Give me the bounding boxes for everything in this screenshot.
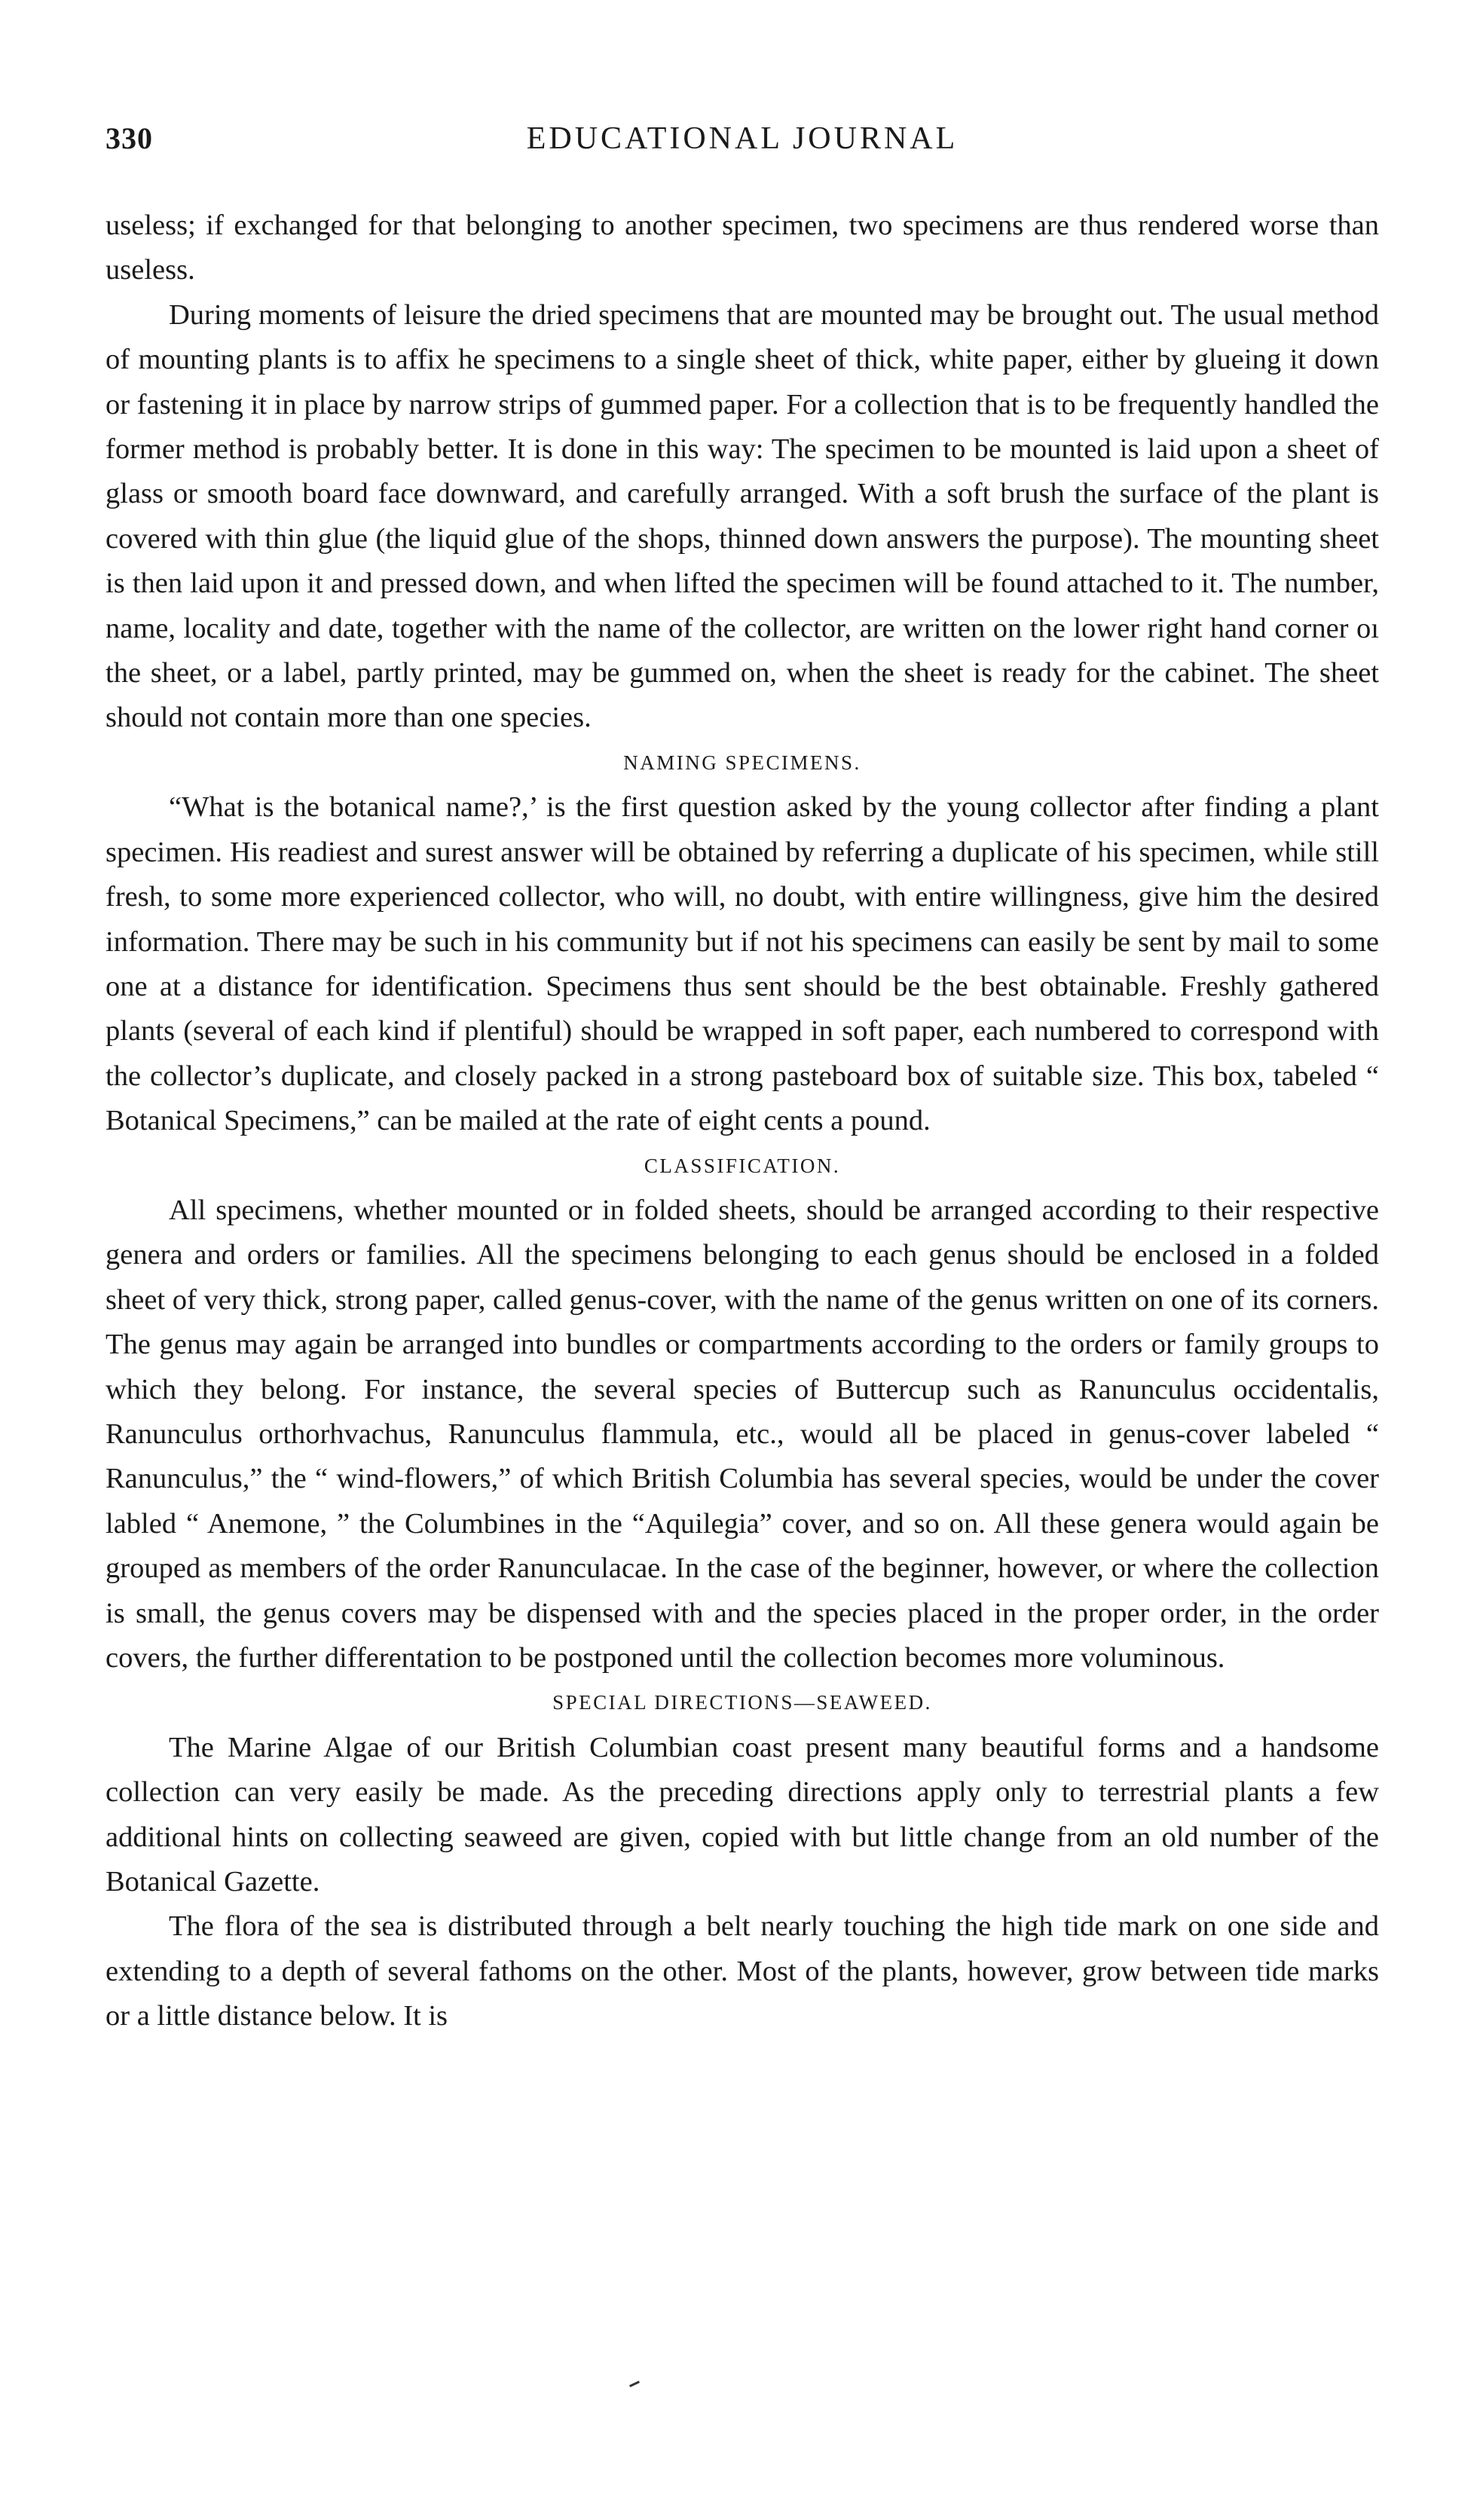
paragraph: All specimens, whether mounted or in folded sheets, should be arranged according to their respective genera and orders or families. All the specimens belonging to each genus should be enclosed in a folded sheet of very thick, strong paper, called genus-cover, with the name of the genus written on one of its corners. The genus may again be arranged into bundles or compartments according to the orders or family groups to which they belong. For instance, the several species of Buttercup such as Ranunculus occidentalis, Ranunculus orthorhvachus, Ranunculus flammula, etc., would all be placed in genus-cover labeled “ Ranunculus,” the “ wind-flowers,” of which British Columbia has several species, would be under the cover labled “ Anemone, ” the Columbines in the “Aquilegia” cover, and so on. All these genera would again be grouped as members of the order Ranunculacae. In the case of the beginner, however, or where the collection is small, the genus covers may be dispensed with and the species placed in the proper order, in the order covers, the further differentation to be postponed until the collection becomes more voluminous. <box>105 1194 1379 1674</box>
running-title: EDUCATIONAL JOURNAL <box>526 121 959 156</box>
section-heading-classification: CLASSIFICATION. <box>644 1154 841 1177</box>
paragraph: The Marine Algae of our British Columbian coast present many beautiful forms and a handsome collection can very easily be made. As the preceding directions apply only to terrestrial plants a few additional hints on collecting seaweed are given, copied with but little change from an old number of the Botanical Gazette. <box>105 1731 1379 1898</box>
section-heading-special-directions: SPECIAL DIRECTIONS—SEAWEED. <box>552 1691 932 1714</box>
paragraph: During moments of leisure the dried specimens that are mounted may be brought out. The usual method of mounting plants is to affix he specimens to a single sheet of thick, white paper, either by glueing it down or fastening it in place by narrow strips of gummed paper. For a collection that is to be frequently handled the former method is probably better. It is done in this way: The specimen to be mounted is laid upon a sheet of glass or smooth board face downward, and carefully arranged. With a soft brush the surface of the plant is covered with thin glue (the liquid glue of the shops, thinned down answers the purpose). The mounting sheet is then laid upon it and pressed down, and when lifted the specimen will be found attached to it. The number, name, locality and date, together with the name of the collector, are written on the lower right hand corner oı the sheet, or a label, partly printed, may be gummed on, when the sheet is ready for the cabinet. The sheet should not contain more than one species. <box>105 298 1379 734</box>
page-number: 330 <box>105 121 153 155</box>
paragraph: The flora of the sea is distributed through a belt nearly touching the high tide mark on one side and extending to a depth of several fathoms on the other. Most of the plants, however, grow between tide marks or a little distance below. It is <box>105 1910 1379 2032</box>
article-body <box>105 203 1379 2039</box>
paragraph: useless; if exchanged for that belonging to another specimen, two specimens are thus rendered worse than useless. <box>105 209 1379 286</box>
print-mark <box>629 2381 640 2387</box>
page <box>105 113 1379 2039</box>
paragraph: “What is the botanical name?,’ is the first question asked by the young collector after finding a plant specimen. His readiest and surest answer will be obtained by referring a duplicate of his specimen, while still fresh, to some more experienced collector, who will, no doubt, with entire willingness, give him the desired information. There may be such in his community but if not his specimens can easily be sent by mail to some one at a distance for identification. Specimens thus sent should be the best obtainable. Freshly gathered plants (several of each kind if plentiful) should be wrapped in soft paper, each numbered to correspond with the collector’s duplicate, and closely packed in a strong pasteboard box of suitable size. This box, tabeled “ Botanical Specimens,” can be mailed at the rate of eight cents a pound. <box>105 791 1379 1137</box>
section-heading-naming-specimens: NAMING SPECIMENS. <box>623 751 861 774</box>
page-header <box>105 113 1379 173</box>
